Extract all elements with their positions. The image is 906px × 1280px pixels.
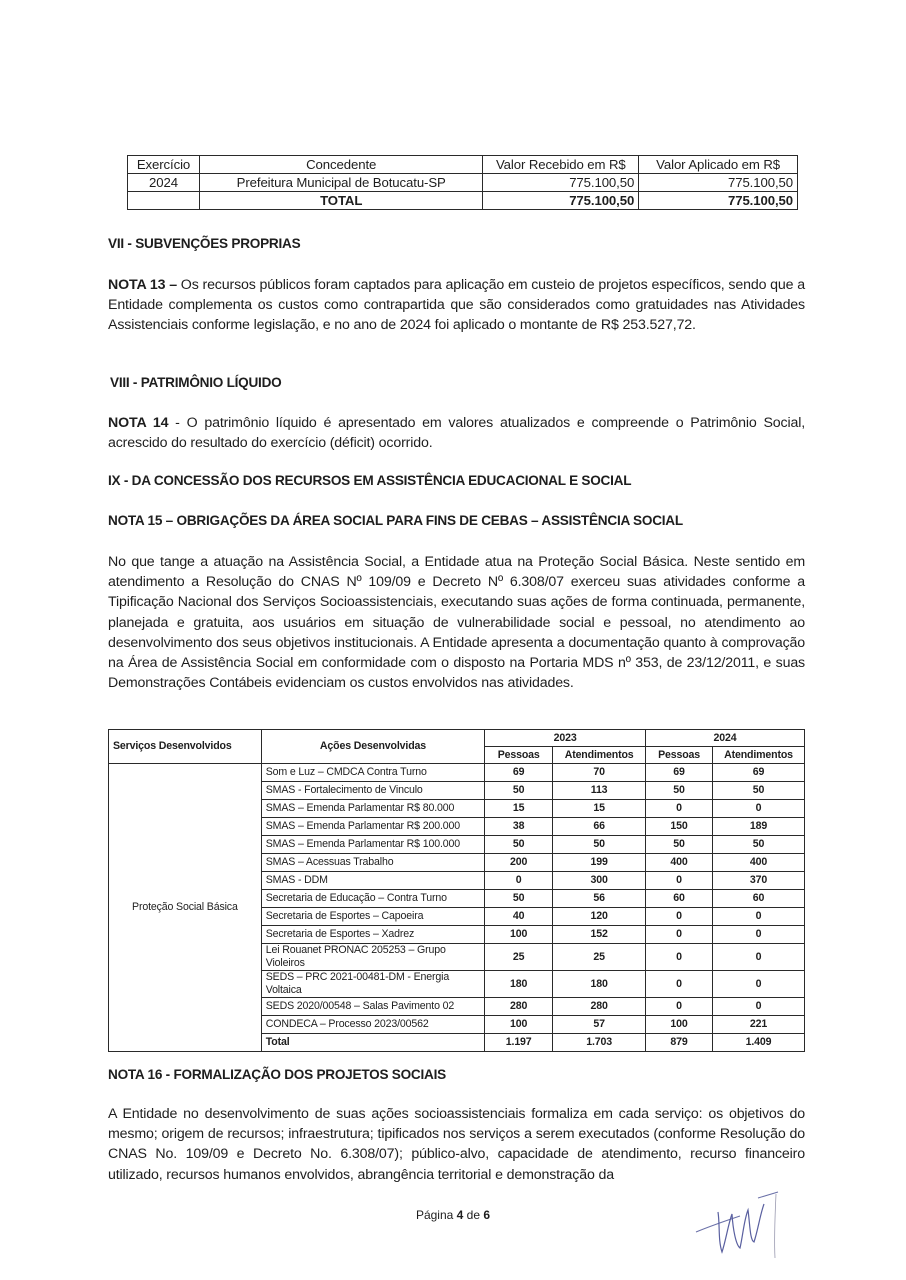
atendimentos-2023-cell: 66	[553, 818, 646, 836]
section-vii-title: VII - SUBVENÇÕES PROPRIAS	[108, 236, 301, 251]
action-cell: SMAS – Emenda Parlamentar R$ 80.000	[261, 800, 484, 818]
section-ix-title: IX - DA CONCESSÃO DOS RECURSOS EM ASSISTÊNCIA EDUCACIONAL E SOCIAL	[108, 473, 632, 488]
header-concedente: Concedente	[199, 156, 482, 174]
header-atendimentos-2023: Atendimentos	[553, 747, 646, 764]
atendimentos-2024-cell: 0	[713, 998, 805, 1016]
atendimentos-2023-cell: 25	[553, 944, 646, 971]
nota-14-label: NOTA 14	[108, 415, 169, 431]
action-cell: Secretaria de Educação – Contra Turno	[261, 890, 484, 908]
total-pessoas-2023: 1.197	[485, 1034, 553, 1052]
pessoas-2023-cell: 100	[485, 926, 553, 944]
atendimentos-2024-cell: 189	[713, 818, 805, 836]
grant-table	[127, 155, 798, 210]
handwritten-signature-icon	[688, 1190, 788, 1260]
pessoas-2024-cell: 0	[646, 800, 713, 818]
atendimentos-2024-cell: 0	[713, 926, 805, 944]
table-row	[109, 764, 805, 782]
cell-exercicio: 2024	[128, 174, 200, 192]
action-cell: SMAS – Emenda Parlamentar R$ 100.000	[261, 836, 484, 854]
action-cell: SMAS - DDM	[261, 872, 484, 890]
action-cell: Secretaria de Esportes – Capoeira	[261, 908, 484, 926]
action-cell: SMAS - Fortalecimento de Vinculo	[261, 782, 484, 800]
section-viii-title: VIII - PATRIMÔNIO LÍQUIDO	[110, 375, 282, 390]
total-recebido: 775.100,50	[483, 192, 639, 210]
action-cell: SMAS – Acessuas Trabalho	[261, 854, 484, 872]
services-header-row-1	[109, 730, 805, 747]
table-row	[128, 174, 798, 192]
pessoas-2023-cell: 40	[485, 908, 553, 926]
pessoas-2023-cell: 50	[485, 890, 553, 908]
pessoas-2024-cell: 0	[646, 944, 713, 971]
action-cell: Lei Rouanet PRONAC 205253 – Grupo Violeiros	[261, 944, 484, 971]
nota-14-text: - O patrimônio líquido é apresentado em valores atualizados e compreende o Patrimônio Social, acrescido do resultado do exercício (déficit) ocorrido.	[108, 415, 805, 452]
header-servicos: Serviços Desenvolvidos	[109, 730, 262, 764]
total-atendimentos-2023: 1.703	[553, 1034, 646, 1052]
atendimentos-2024-cell: 0	[713, 971, 805, 998]
nota-15-paragraph: No que tange a atuação na Assistência Social, a Entidade atua na Proteção Social Básica. Neste sentido em atendimento a Resolução do CNAS Nº 109/09 e Decreto Nº 6.308/07 exerceu suas atividades conforme a Tipificação Nacional dos Serviços Socioassistenciais, executando suas ações de forma continuada, permanente, planejada e gratuita, aos usuários em situação de vulnerabilidade social e pessoal, no atendimento ao desenvolvimento dos seus objetivos institucionais. A Entidade apresenta a documentação quanto à comprovação na Área de Assistência Social em conformidade com o disposto na Portaria MDS nº 353, de 23/12/2011, e suas Demonstrações Contábeis evidenciam os custos envolvidos nas atividades.	[108, 554, 805, 692]
atendimentos-2024-cell: 50	[713, 782, 805, 800]
services-table	[108, 729, 805, 1052]
page-of-label: de	[463, 1208, 484, 1222]
pessoas-2024-cell: 69	[646, 764, 713, 782]
grant-table-header	[128, 156, 798, 174]
cell-empty	[128, 192, 200, 210]
cell-concedente: Prefeitura Municipal de Botucatu-SP	[199, 174, 482, 192]
page-label: Página	[415, 1208, 457, 1222]
pessoas-2024-cell: 400	[646, 854, 713, 872]
pessoas-2023-cell: 100	[485, 1016, 553, 1034]
action-cell: SEDS – PRC 2021-00481-DM - Energia Voltaica	[261, 971, 484, 998]
action-cell: Som e Luz – CMDCA Contra Turno	[261, 764, 484, 782]
cell-valor-recebido: 775.100,50	[483, 174, 639, 192]
atendimentos-2023-cell: 15	[553, 800, 646, 818]
header-atendimentos-2024: Atendimentos	[713, 747, 805, 764]
nota-13-text: Os recursos públicos foram captados para aplicação em custeio de projetos específicos, sendo que a Entidade complementa os custos como contrapartida que são considerados como gratuidades nas Atividades Assistenciais conforme legislação, e no ano de 2024 foi aplicado o montante de R$ 253.527,72.	[108, 277, 805, 334]
page-number: 4	[456, 1208, 464, 1222]
service-name-cell: Proteção Social Básica	[109, 764, 262, 1052]
action-cell: SMAS – Emenda Parlamentar R$ 200.000	[261, 818, 484, 836]
header-pessoas-2024: Pessoas	[646, 747, 713, 764]
nota-15-title: NOTA 15 – OBRIGAÇÕES DA ÁREA SOCIAL PARA FINS DE CEBAS – ASSISTÊNCIA SOCIAL	[108, 513, 683, 528]
atendimentos-2024-cell: 370	[713, 872, 805, 890]
header-pessoas-2023: Pessoas	[485, 747, 553, 764]
action-cell: Secretaria de Esportes – Xadrez	[261, 926, 484, 944]
atendimentos-2023-cell: 199	[553, 854, 646, 872]
pessoas-2023-cell: 0	[485, 872, 553, 890]
total-atendimentos-2024: 1.409	[713, 1034, 805, 1052]
header-exercicio: Exercício	[128, 156, 200, 174]
pessoas-2023-cell: 280	[485, 998, 553, 1016]
atendimentos-2024-cell: 69	[713, 764, 805, 782]
atendimentos-2024-cell: 0	[713, 908, 805, 926]
atendimentos-2023-cell: 70	[553, 764, 646, 782]
header-year-2023: 2023	[485, 730, 646, 747]
atendimentos-2023-cell: 152	[553, 926, 646, 944]
pessoas-2024-cell: 0	[646, 998, 713, 1016]
atendimentos-2024-cell: 60	[713, 890, 805, 908]
header-valor-recebido: Valor Recebido em R$	[483, 156, 639, 174]
pessoas-2024-cell: 50	[646, 782, 713, 800]
atendimentos-2023-cell: 57	[553, 1016, 646, 1034]
pessoas-2023-cell: 50	[485, 782, 553, 800]
atendimentos-2023-cell: 50	[553, 836, 646, 854]
total-label-cell: Total	[261, 1034, 484, 1052]
header-acoes: Ações Desenvolvidas	[261, 730, 484, 764]
pessoas-2024-cell: 50	[646, 836, 713, 854]
nota-16-title: NOTA 16 - FORMALIZAÇÃO DOS PROJETOS SOCIAIS	[108, 1067, 446, 1082]
atendimentos-2023-cell: 180	[553, 971, 646, 998]
header-year-2024: 2024	[646, 730, 805, 747]
atendimentos-2024-cell: 0	[713, 944, 805, 971]
atendimentos-2023-cell: 300	[553, 872, 646, 890]
total-pessoas-2024: 879	[646, 1034, 713, 1052]
pessoas-2023-cell: 25	[485, 944, 553, 971]
atendimentos-2023-cell: 120	[553, 908, 646, 926]
pessoas-2024-cell: 0	[646, 908, 713, 926]
services-table-body	[109, 764, 805, 1052]
nota-13-label: NOTA 13 –	[108, 277, 177, 293]
nota-14-paragraph	[108, 413, 805, 453]
pessoas-2024-cell: 100	[646, 1016, 713, 1034]
pessoas-2023-cell: 200	[485, 854, 553, 872]
pessoas-2024-cell: 0	[646, 872, 713, 890]
action-cell: CONDECA – Processo 2023/00562	[261, 1016, 484, 1034]
pessoas-2023-cell: 180	[485, 971, 553, 998]
atendimentos-2024-cell: 50	[713, 836, 805, 854]
cell-valor-aplicado: 775.100,50	[639, 174, 798, 192]
total-row	[128, 192, 798, 210]
atendimentos-2024-cell: 221	[713, 1016, 805, 1034]
nota-16-paragraph: A Entidade no desenvolvimento de suas ações socioassistenciais formaliza em cada serviço: os objetivos do mesmo; origem de recursos; infraestrutura; tipificados nos serviços a serem executados (conforme Resolução do CNAS No. 109/09 e Decreto No. 6.308/07); público-alvo, capacidade de atendimento, recurso financeiro utilizado, recursos humanos envolvidos, abrangência territorial e demonstração da	[108, 1106, 805, 1183]
pessoas-2023-cell: 15	[485, 800, 553, 818]
total-aplicado: 775.100,50	[639, 192, 798, 210]
pessoas-2023-cell: 38	[485, 818, 553, 836]
header-valor-aplicado: Valor Aplicado em R$	[639, 156, 798, 174]
nota-13-paragraph	[108, 275, 805, 336]
pessoas-2024-cell: 150	[646, 818, 713, 836]
total-label: TOTAL	[199, 192, 482, 210]
atendimentos-2023-cell: 280	[553, 998, 646, 1016]
atendimentos-2024-cell: 0	[713, 800, 805, 818]
pessoas-2024-cell: 0	[646, 926, 713, 944]
atendimentos-2023-cell: 56	[553, 890, 646, 908]
action-cell: SEDS 2020/00548 – Salas Pavimento 02	[261, 998, 484, 1016]
pessoas-2023-cell: 50	[485, 836, 553, 854]
page-total: 6	[483, 1208, 491, 1222]
atendimentos-2024-cell: 400	[713, 854, 805, 872]
pessoas-2024-cell: 60	[646, 890, 713, 908]
pessoas-2024-cell: 0	[646, 971, 713, 998]
atendimentos-2023-cell: 113	[553, 782, 646, 800]
pessoas-2023-cell: 69	[485, 764, 553, 782]
